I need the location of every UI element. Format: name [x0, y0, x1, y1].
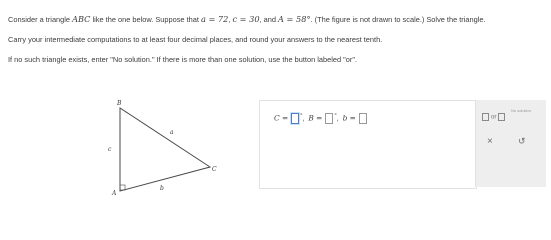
or-button-label: or [490, 113, 497, 121]
right-angle-marker [120, 185, 125, 190]
prompt-text: , and [259, 15, 279, 24]
side-b-label: b = [342, 113, 356, 123]
vertex-B-label: B [117, 100, 122, 107]
clear-icon[interactable]: × [487, 136, 493, 147]
rounding-instructions: Carry your intermediate computations to at least four decimal places, and round your answers to the nearest tenth. [8, 35, 383, 44]
prompt-text: like the one below. Suppose that [90, 15, 201, 24]
vertex-A-label: A [112, 190, 117, 197]
side-a-label: a [170, 129, 174, 136]
triangle-figure [100, 96, 230, 197]
side-b-input[interactable] [359, 113, 367, 124]
angle-B-input[interactable] [325, 113, 333, 124]
blank-box-icon [482, 113, 489, 121]
angle-B-label: B = [308, 113, 323, 123]
no-solution-instructions: If no such triangle exists, enter "No solution." If there is more than one solution, use the button labeled "or". [8, 55, 358, 64]
degree-symbol: ° [334, 113, 337, 120]
given-A: A = 58° [278, 14, 311, 24]
side-b-label: b [160, 185, 164, 192]
angle-C-input[interactable] [291, 113, 299, 124]
prompt-text: , [228, 15, 233, 24]
prompt-text: . (The figure is not drawn to scale.) Solve the triangle. [310, 15, 486, 24]
problem-statement [8, 15, 486, 23]
vertex-C-label: C [212, 166, 217, 173]
answer-row [274, 113, 368, 124]
answer-panel [259, 100, 477, 189]
separator: , [302, 115, 305, 123]
prompt-text: Consider a triangle [8, 15, 73, 24]
blank-box-icon [498, 113, 505, 121]
undo-icon[interactable]: ↺ [518, 136, 526, 146]
triangle-shape [120, 108, 210, 191]
angle-C-label: C = [274, 113, 289, 123]
or-button[interactable] [482, 113, 505, 121]
degree-symbol: ° [300, 113, 303, 120]
separator: , [336, 115, 339, 123]
no-solution-button[interactable]: No solution [510, 108, 531, 113]
triangle-name: ABC [72, 14, 91, 24]
given-c: c = 30 [232, 14, 260, 24]
given-a: a = 72 [200, 14, 229, 24]
tool-panel [475, 100, 546, 187]
side-c-label: c [108, 146, 112, 153]
